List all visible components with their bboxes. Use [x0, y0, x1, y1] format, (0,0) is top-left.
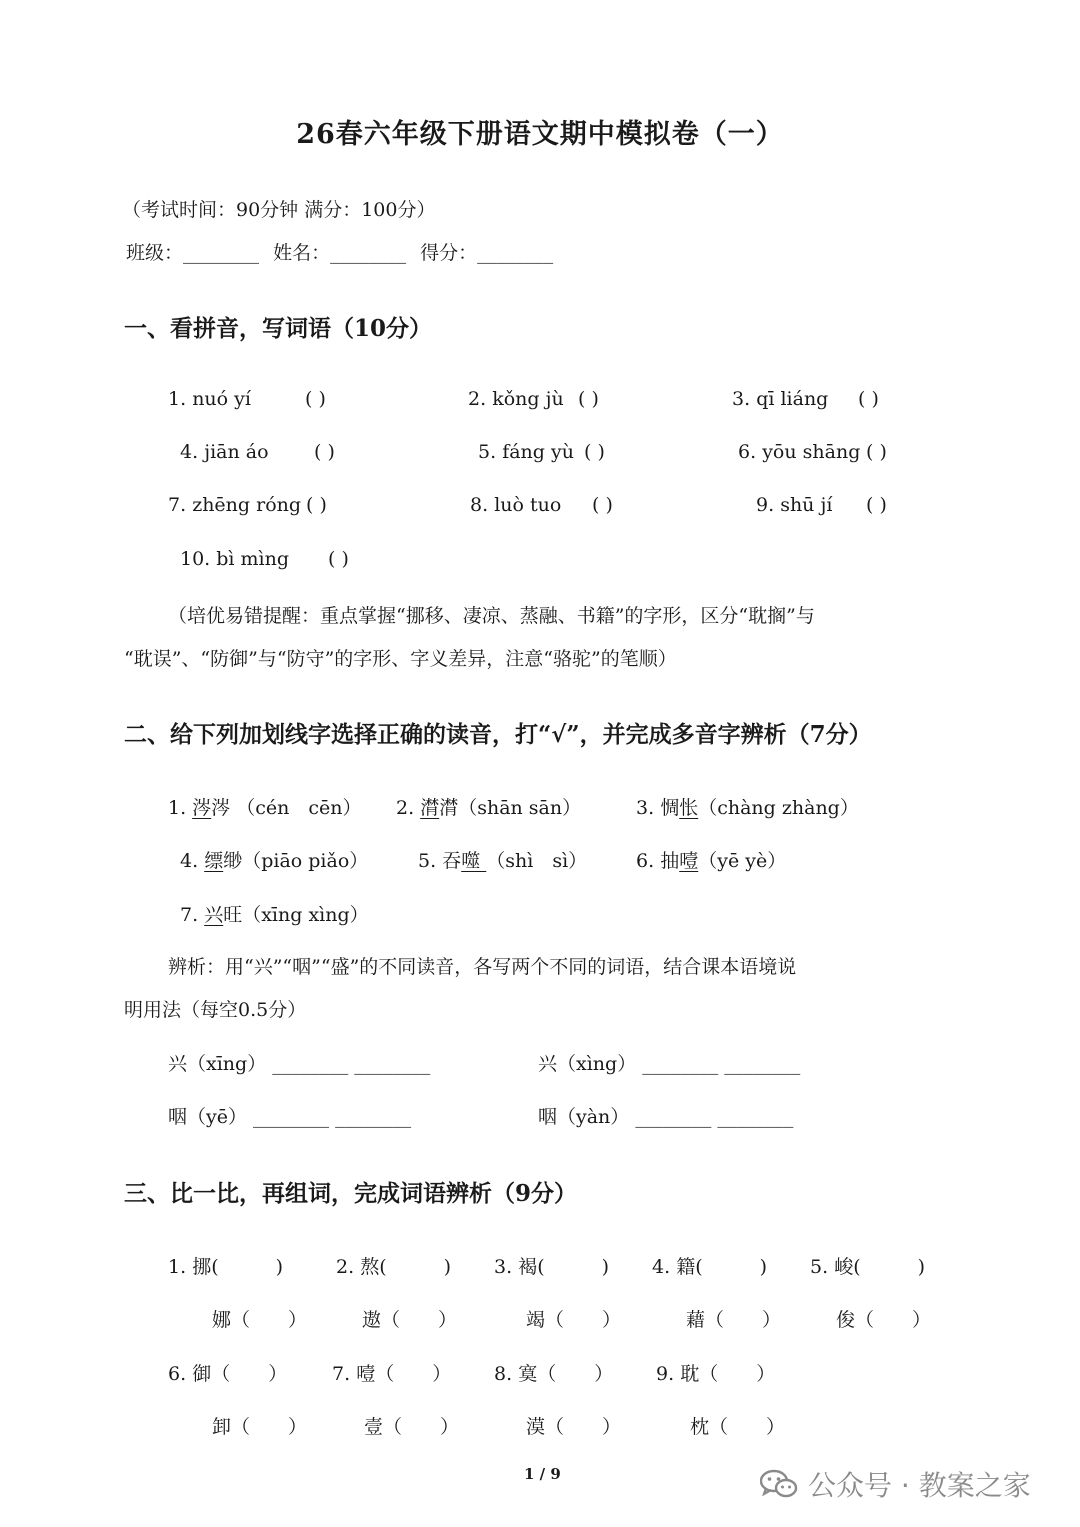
class-label: 班级：	[126, 242, 184, 264]
answer-paren: ( )	[858, 388, 879, 410]
wechat-bubble-icon	[760, 1469, 798, 1499]
name-label: 姓名：	[273, 242, 331, 264]
info-fields	[126, 238, 553, 265]
compare-row: 遨（ ）	[362, 1309, 458, 1331]
fill-row: 咽（yē） ________ ________	[168, 1106, 412, 1128]
list-item: 4. 缥缈（piāo piǎo）	[180, 850, 369, 872]
name-blank: ________	[330, 242, 407, 264]
list-item: 2. kǒng jù	[468, 388, 564, 410]
section2-heading: 二、给下列加划线字选择正确的读音，打“√”，并完成多音字辨析（7分）	[124, 721, 872, 748]
compare-row: 漠（ ）	[526, 1416, 622, 1438]
compare-row: 6. 御（ ）	[168, 1363, 288, 1385]
list-item: 4. jiān áo	[180, 441, 269, 463]
answer-paren: ( )	[314, 441, 335, 463]
answer-paren: ( )	[866, 494, 887, 516]
compare-row: 枕（ ）	[690, 1416, 786, 1438]
compare-row: 竭（ ）	[526, 1309, 622, 1331]
watermark-text: 公众号 · 教案之家	[808, 1469, 1031, 1502]
compare-row: 卸（ ）	[212, 1416, 308, 1438]
underlined-char: 潸	[420, 797, 440, 819]
fill-row: 兴（xīng） ________ ________	[168, 1053, 431, 1075]
fill-row: 兴（xìng） ________ ________	[538, 1053, 801, 1075]
fill-row: 咽（yàn） ________ ________	[538, 1106, 794, 1128]
section1-heading: 一、看拼音，写词语（10分）	[124, 315, 433, 342]
list-item: 6. 抽噎（yē yè）	[636, 850, 787, 872]
tip-line-2: “耽误”、“防御”与“防守”的字形、字义差异，注意“骆驼”的笔顺）	[124, 648, 677, 670]
class-blank: ________	[183, 242, 260, 264]
underlined-char: 缥	[204, 850, 224, 872]
analysis-line-2: 明用法（每空0.5分）	[124, 999, 307, 1021]
underlined-char: 兴	[204, 904, 224, 926]
compare-row: 藉（ ）	[686, 1309, 782, 1331]
list-item: 7. 兴旺（xīng xìng）	[180, 904, 369, 926]
exam-info: （考试时间：90分钟 满分：100分）	[122, 199, 436, 221]
list-item: 10. bì mìng	[180, 548, 290, 570]
underlined-char: 噬	[461, 850, 487, 872]
answer-paren: ( )	[305, 388, 326, 410]
list-item: 3. 惆怅（chàng zhàng）	[636, 797, 859, 819]
score-label: 得分：	[420, 242, 478, 264]
page-title: 26春六年级下册语文期中模拟卷（一）	[296, 119, 784, 150]
answer-paren: ( )	[578, 388, 599, 410]
section3-heading: 三、比一比，再组词，完成词语辨析（9分）	[124, 1180, 578, 1207]
compare-row: 9. 耽（ ）	[656, 1363, 776, 1385]
score-blank: ________	[477, 242, 554, 264]
watermark	[760, 1464, 1031, 1504]
underlined-char: 噎	[679, 850, 699, 872]
compare-row: 2. 熬( )	[336, 1256, 452, 1278]
list-item: 8. luò tuo	[470, 494, 562, 516]
answer-paren: ( )	[306, 494, 327, 516]
compare-row: 3. 褐( )	[494, 1256, 610, 1278]
compare-row: 壹（ ）	[364, 1416, 460, 1438]
list-item: 5. 吞噬 （shì sì）	[418, 850, 588, 872]
underlined-char: 怅	[679, 797, 699, 819]
underlined-char: 涔	[192, 797, 212, 819]
list-item: 1. nuó yí	[168, 388, 251, 410]
list-item: 1. 涔涔 （cén cēn）	[168, 797, 362, 819]
compare-row: 俊（ ）	[836, 1309, 932, 1331]
list-item: 9. shū jí	[756, 494, 833, 516]
compare-row: 1. 挪( )	[168, 1256, 284, 1278]
compare-row: 5. 峻( )	[810, 1256, 926, 1278]
answer-paren: ( )	[592, 494, 613, 516]
compare-row: 8. 寞（ ）	[494, 1363, 614, 1385]
answer-paren: ( )	[584, 441, 605, 463]
page-number: 1 / 9	[524, 1465, 561, 1483]
compare-row: 7. 噎（ ）	[332, 1363, 452, 1385]
compare-row: 娜（ ）	[212, 1309, 308, 1331]
analysis-line-1: 辨析：用“兴”“咽”“盛”的不同读音，各写两个不同的词语，结合课本语境说	[168, 956, 797, 978]
list-item: 6. yōu shāng	[738, 441, 861, 463]
compare-row: 4. 籍( )	[652, 1256, 768, 1278]
list-item: 7. zhēng róng	[168, 494, 302, 516]
answer-paren: ( )	[866, 441, 887, 463]
answer-paren: ( )	[328, 548, 349, 570]
list-item: 3. qī liáng	[732, 388, 829, 410]
list-item: 5. fáng yù	[478, 441, 574, 463]
list-item: 2. 潸潸（shān sān）	[396, 797, 582, 819]
tip-line-1: （培优易错提醒：重点掌握“挪移、凄凉、蒸融、书籍”的字形，区分“耽搁”与	[168, 605, 815, 627]
